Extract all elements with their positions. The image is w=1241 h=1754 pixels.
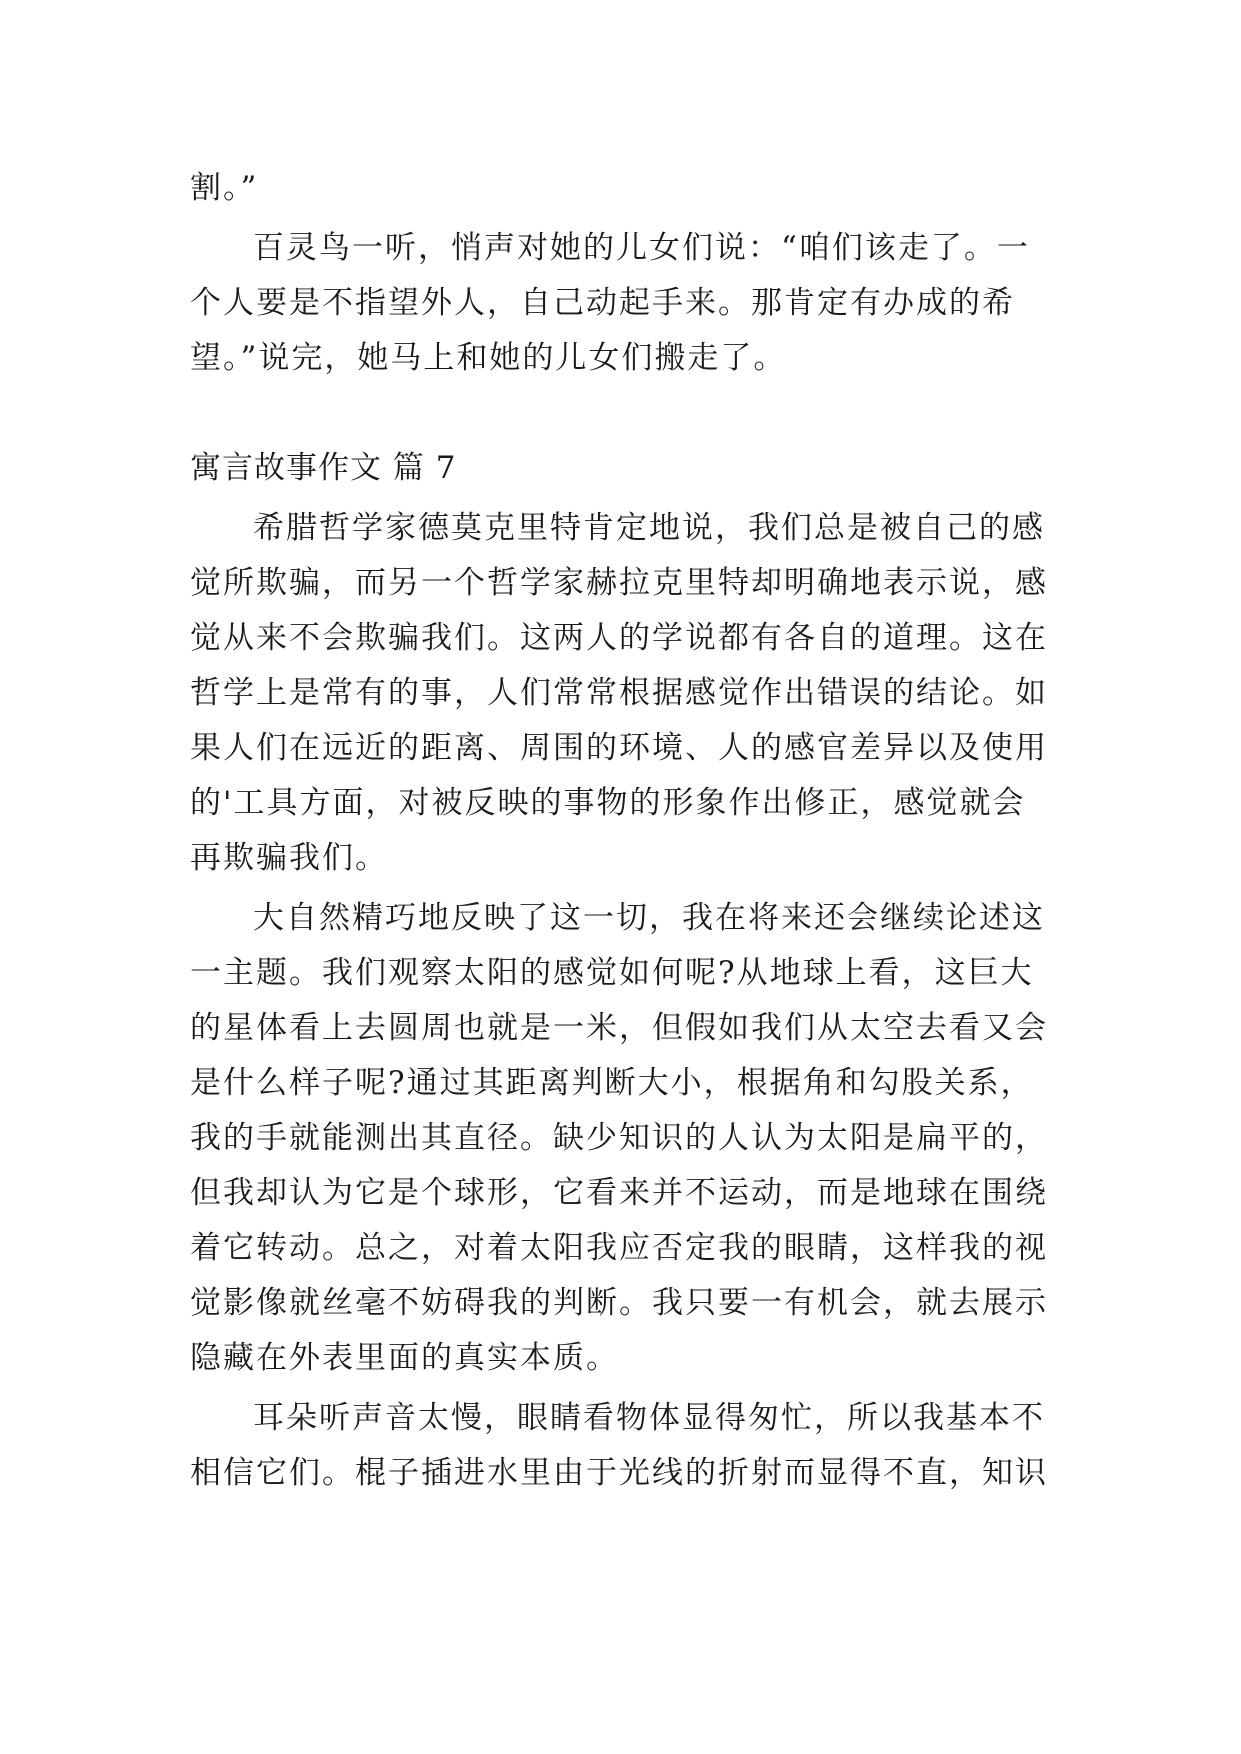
text-line: 但我却认为它是个球形，它看来并不运动，而是地球在围绕 [190, 1175, 1048, 1211]
text-line: 果人们在远近的距离、周围的环境、人的感官差异以及使用 [190, 730, 1048, 766]
text-line: 耳朵听声音太慢，眼睛看物体显得匆忙，所以我基本不 [253, 1400, 1045, 1436]
text-line: 望。”说完，她马上和她的儿女们搬走了。 [190, 340, 787, 376]
text-line: 着它转动。总之，对着太阳我应否定我的眼睛，这样我的视 [190, 1230, 1048, 1266]
text-line: 一主题。我们观察太阳的感觉如何呢?从地球上看，这巨大 [190, 955, 1034, 991]
text-line: 觉所欺骗，而另一个哲学家赫拉克里特却明确地表示说，感 [190, 565, 1048, 601]
text-line: 的'工具方面，对被反映的事物的形象作出修正，感觉就会 [190, 785, 1026, 821]
text-line: 再欺骗我们。 [190, 840, 388, 876]
section-heading: 寓言故事作文 篇 7 [190, 450, 457, 486]
text-line: 希腊哲学家德莫克里特肯定地说，我们总是被自己的感 [253, 510, 1045, 546]
text-line: 的星体看上去圆周也就是一米，但假如我们从太空去看又会 [190, 1010, 1048, 1046]
text-line: 觉从来不会欺骗我们。这两人的学说都有各自的道理。这在 [190, 620, 1048, 656]
text-line: 个人要是不指望外人，自己动起手来。那肯定有办成的希 [190, 285, 1015, 321]
text-line: 是什么样子呢?通过其距离判断大小，根据角和勾股关系， [190, 1065, 1034, 1101]
text-line: 大自然精巧地反映了这一切，我在将来还会继续论述这 [253, 900, 1045, 936]
text-line: 割。” [190, 170, 259, 206]
text-line: 隐藏在外表里面的真实本质。 [190, 1340, 619, 1376]
text-line: 哲学上是常有的事，人们常常根据感觉作出错误的结论。如 [190, 675, 1048, 711]
text-line: 相信它们。棍子插进水里由于光线的折射而显得不直，知识 [190, 1455, 1048, 1491]
text-line: 百灵鸟一听，悄声对她的儿女们说：“咱们该走了。一 [253, 230, 1030, 266]
text-line: 我的手就能测出其直径。缺少知识的人认为太阳是扁平的， [190, 1120, 1048, 1156]
text-line: 觉影像就丝毫不妨碍我的判断。我只要一有机会，就去展示 [190, 1285, 1048, 1321]
